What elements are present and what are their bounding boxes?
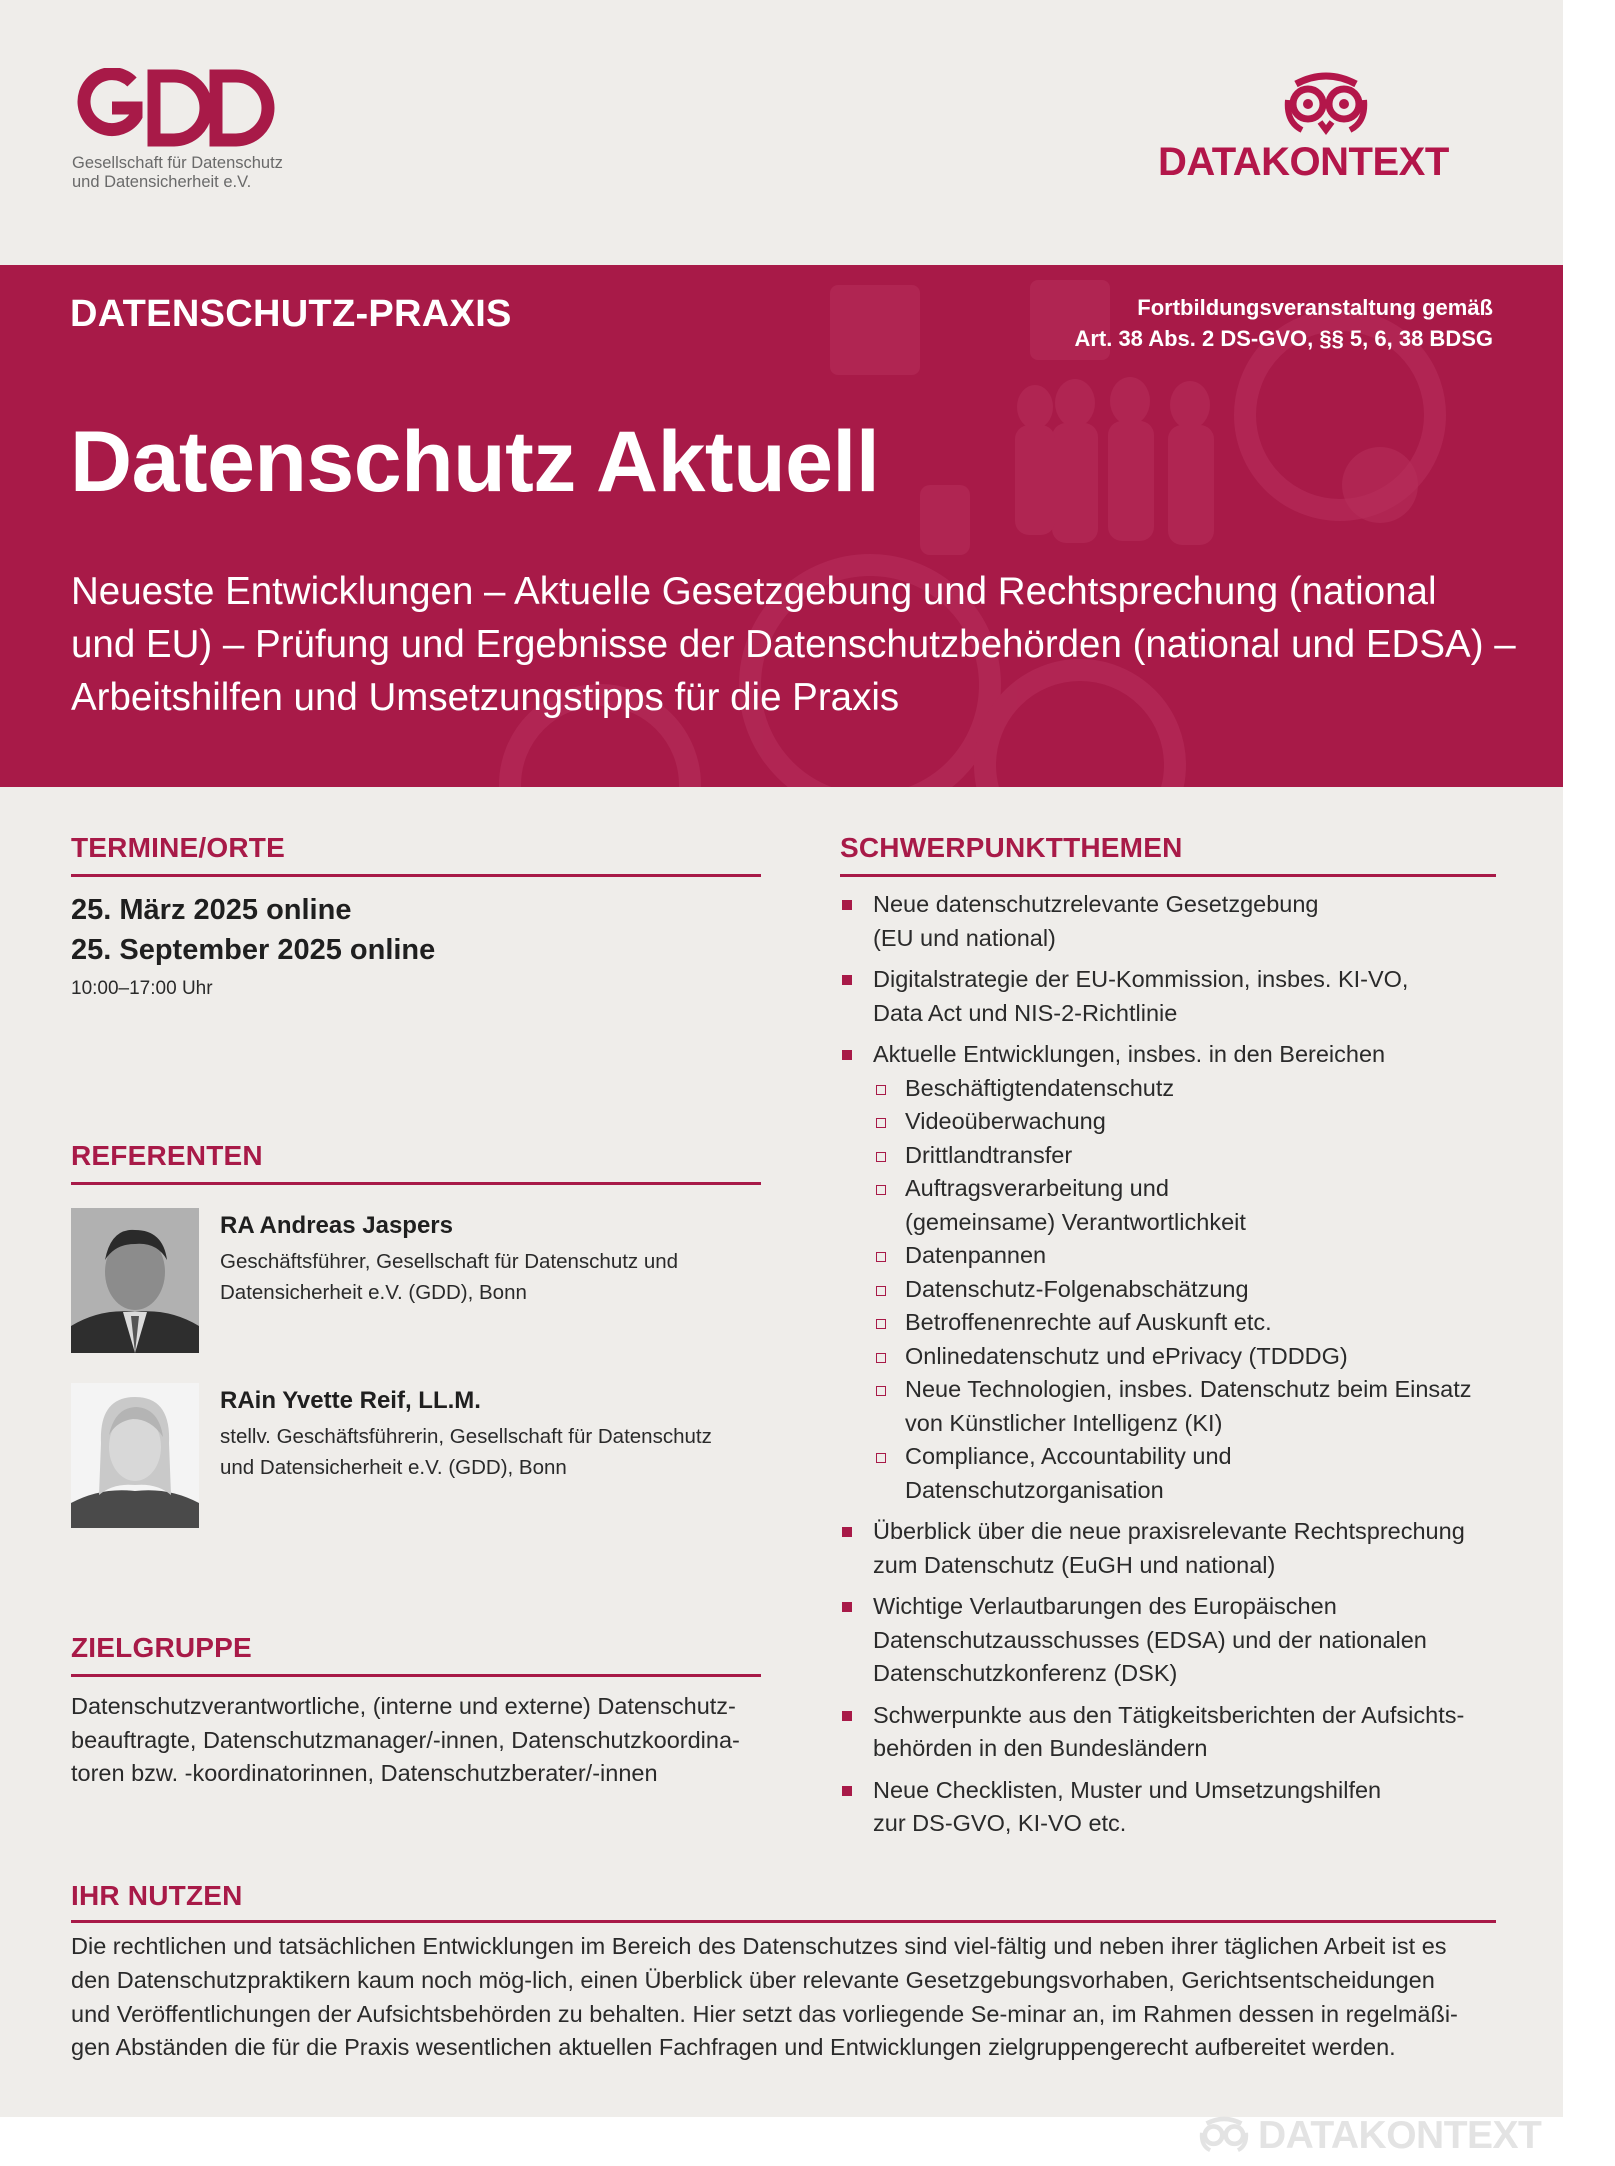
- gdd-logo: [70, 68, 283, 191]
- target-line: Datenschutzverantwortliche, (interne und externe) Datenschutz-: [71, 1693, 736, 1719]
- page-title: Datenschutz Aktuell: [70, 414, 880, 510]
- speaker-description-line: und Datensicherheit e.V. (GDD), Bonn: [220, 1456, 567, 1479]
- topic-item: [840, 1038, 1500, 1507]
- subtopic-line: Beschäftigtendatenschutz: [905, 1074, 1175, 1101]
- topic-item: [840, 1515, 1500, 1582]
- gdd-logo-mark: [70, 68, 280, 148]
- topic-line: Überblick über die neue praxisrelevante Rechtsprechung: [873, 1518, 1465, 1544]
- speaker-description-line: Geschäftsführer, Gesellschaft für Datenschutz und: [220, 1250, 679, 1273]
- hollow-square-bullet-icon: [876, 1453, 886, 1463]
- topic-line: Datenschutzausschusses (EDSA) und der nationalen: [873, 1626, 1427, 1653]
- datakontext-wordmark: DATAKONTEXT: [1158, 140, 1449, 184]
- event-dates: [71, 890, 435, 970]
- speakers-divider: [71, 1182, 761, 1185]
- hollow-square-bullet-icon: [876, 1286, 886, 1296]
- benefit-line: Die rechtlichen und tatsächlichen Entwicklungen im Bereich des Datenschutzes sind viel-fältig und neben ihrer täglichen Arbeit ist es: [71, 1933, 1447, 1959]
- datakontext-logo: [1158, 66, 1496, 191]
- topic-line: behörden in den Bundesländern: [873, 1735, 1208, 1761]
- benefit-line: gen Abständen die für die Praxis wesentlichen aktuellen Fachfragen und Entwicklungen zielgruppengerecht aufbereitet werden.: [71, 2034, 1396, 2061]
- benefit-heading: IHR NUTZEN: [71, 1880, 243, 1911]
- event-date: 25. März 2025 online: [71, 894, 352, 926]
- benefit-line: und Veröffentlichungen der Aufsichtsbehörden zu behalten. Hier setzt das vorliegende Se-minar an, im Rahmen dessen in regelmäßi-: [71, 2000, 1458, 2027]
- topic-item: [840, 888, 1500, 955]
- benefit-divider: [71, 1920, 1496, 1923]
- benefit-line: den Datenschutzpraktikern kaum noch mög-lich, einen Überblick über relevante Gesetzgebungsvorhaben, Gerichtsentscheidungen: [71, 1966, 1435, 1993]
- subtopic-item: [873, 1373, 1500, 1440]
- subtopic-line: Auftragsverarbeitung und: [905, 1175, 1169, 1201]
- series-label: DATENSCHUTZ-PRAXIS: [70, 293, 512, 335]
- hollow-square-bullet-icon: [876, 1118, 886, 1128]
- speaker-card: [71, 1383, 761, 1528]
- hollow-square-bullet-icon: [876, 1386, 886, 1396]
- target-line: beauftragte, Datenschutzmanager/-innen, Datenschutzkoordina-: [71, 1726, 740, 1753]
- footer-owl-icon: [1195, 2112, 1253, 2156]
- speaker-name: RAin Yvette Reif, LL.M.: [220, 1387, 481, 1414]
- hollow-square-bullet-icon: [876, 1085, 886, 1095]
- footer-datakontext-logo: [1195, 2110, 1565, 2160]
- target-heading: ZIELGRUPPE: [71, 1632, 252, 1663]
- topic-item: [840, 1590, 1500, 1691]
- event-time: 10:00–17:00 Uhr: [71, 978, 213, 999]
- dates-divider: [71, 874, 761, 877]
- speakers-heading: REFERENTEN: [71, 1140, 263, 1171]
- speaker-photo-reif: [71, 1383, 199, 1528]
- topics-list: [840, 888, 1500, 1849]
- hollow-square-bullet-icon: [876, 1185, 886, 1195]
- benefit-text: [71, 1930, 1458, 2065]
- topic-line: Aktuelle Entwicklungen, insbes. in den Bereichen: [873, 1041, 1386, 1067]
- speaker-description: [220, 1421, 712, 1483]
- gdd-subtitle-line: und Datensicherheit e.V.: [72, 173, 252, 191]
- subtopic-item: [873, 1306, 1500, 1340]
- square-bullet-icon: [842, 975, 852, 985]
- speaker-description: [220, 1246, 678, 1308]
- title-banner: [0, 265, 1563, 787]
- topic-item: [840, 1699, 1500, 1766]
- subtopic-line: Neue Technologien, insbes. Datenschutz beim Einsatz: [905, 1376, 1472, 1402]
- certification-line: Fortbildungsveranstaltung gemäß: [1137, 295, 1493, 320]
- subtopic-line: Onlinedatenschutz und ePrivacy (TDDDG): [905, 1342, 1348, 1369]
- square-bullet-icon: [842, 1527, 852, 1537]
- subtitle-line: Neueste Entwicklungen – Aktuelle Gesetzgebung und Rechtsprechung (national: [71, 570, 1437, 613]
- speaker-description-line: stellv. Geschäftsführerin, Gesellschaft für Datenschutz: [220, 1425, 712, 1448]
- certification-note: [1074, 292, 1493, 354]
- subtopic-item: [873, 1139, 1500, 1173]
- square-bullet-icon: [842, 1786, 852, 1796]
- owl-icon: [1276, 66, 1376, 138]
- header-bar: [0, 0, 1563, 250]
- subtopic-item: [873, 1105, 1500, 1139]
- subtopic-line: (gemeinsame) Verantwortlichkeit: [905, 1208, 1246, 1235]
- topic-line: Neue Checklisten, Muster und Umsetzungshilfen: [873, 1776, 1382, 1803]
- square-bullet-icon: [842, 900, 852, 910]
- topic-line: Digitalstrategie der EU-Kommission, insbes. KI-VO,: [873, 966, 1409, 992]
- square-bullet-icon: [842, 1711, 852, 1721]
- subtopic-line: Compliance, Accountability und: [905, 1443, 1232, 1469]
- speaker-card: [71, 1208, 761, 1353]
- subtopic-line: Videoüberwachung: [905, 1108, 1106, 1134]
- footer-wordmark: DATAKONTEXT: [1258, 2114, 1542, 2157]
- square-bullet-icon: [842, 1602, 852, 1612]
- subtopic-line: Datenschutz-Folgenabschätzung: [905, 1275, 1249, 1302]
- event-date: 25. September 2025 online: [71, 934, 436, 966]
- subtopic-line: Betroffenenrechte auf Auskunft etc.: [905, 1309, 1272, 1335]
- certification-line: Art. 38 Abs. 2 DS-GVO, §§ 5, 6, 38 BDSG: [1074, 326, 1493, 351]
- gdd-subtitle: [72, 154, 372, 192]
- hollow-square-bullet-icon: [876, 1319, 886, 1329]
- subtitle-line: und EU) – Prüfung und Ergebnisse der Datenschutzbehörden (national und EDSA) –: [71, 623, 1516, 666]
- topic-line: Neue datenschutzrelevante Gesetzgebung: [873, 891, 1319, 917]
- topic-line: zum Datenschutz (EuGH und national): [873, 1551, 1276, 1578]
- subtopic-line: von Künstlicher Intelligenz (KI): [905, 1409, 1223, 1436]
- topics-heading: SCHWERPUNKTTHEMEN: [840, 832, 1183, 863]
- topic-line: (EU und national): [873, 924, 1056, 951]
- hollow-square-bullet-icon: [876, 1252, 886, 1262]
- speaker-photo-jaspers: [71, 1208, 199, 1353]
- subtopic-item: [873, 1340, 1500, 1374]
- page-subtitle: [71, 565, 1516, 724]
- topic-item: [840, 963, 1500, 1030]
- target-group-text: [71, 1690, 740, 1791]
- subtopic-line: Datenpannen: [905, 1242, 1047, 1268]
- hollow-square-bullet-icon: [876, 1152, 886, 1162]
- topic-line: Schwerpunkte aus den Tätigkeitsberichten der Aufsichts-: [873, 1701, 1465, 1728]
- hollow-square-bullet-icon: [876, 1353, 886, 1363]
- topic-line: zur DS-GVO, KI-VO etc.: [873, 1810, 1127, 1836]
- subtopic-item: [873, 1273, 1500, 1307]
- target-line: toren bzw. -koordinatorinnen, Datenschutzberater/-innen: [71, 1760, 658, 1786]
- subtopic-line: Datenschutzorganisation: [905, 1476, 1164, 1503]
- topic-line: Wichtige Verlautbarungen des Europäischen: [873, 1593, 1337, 1619]
- topic-item: [840, 1774, 1500, 1841]
- target-divider: [71, 1674, 761, 1677]
- subtopic-item: [873, 1072, 1500, 1106]
- subtopic-item: [873, 1172, 1500, 1239]
- topic-line: Data Act und NIS-2-Richtlinie: [873, 999, 1178, 1026]
- subtopic-line: Drittlandtransfer: [905, 1141, 1073, 1168]
- subtitle-line: Arbeitshilfen und Umsetzungstipps für die Praxis: [71, 676, 900, 719]
- square-bullet-icon: [842, 1050, 852, 1060]
- topics-divider: [840, 874, 1496, 877]
- speaker-name: RA Andreas Jaspers: [220, 1212, 453, 1239]
- dates-heading: TERMINE/ORTE: [71, 832, 285, 863]
- gdd-subtitle-line: Gesellschaft für Datenschutz: [72, 154, 283, 172]
- speaker-description-line: Datensicherheit e.V. (GDD), Bonn: [220, 1281, 527, 1304]
- topic-line: Datenschutzkonferenz (DSK): [873, 1660, 1178, 1686]
- subtopic-item: [873, 1239, 1500, 1273]
- subtopic-item: [873, 1440, 1500, 1507]
